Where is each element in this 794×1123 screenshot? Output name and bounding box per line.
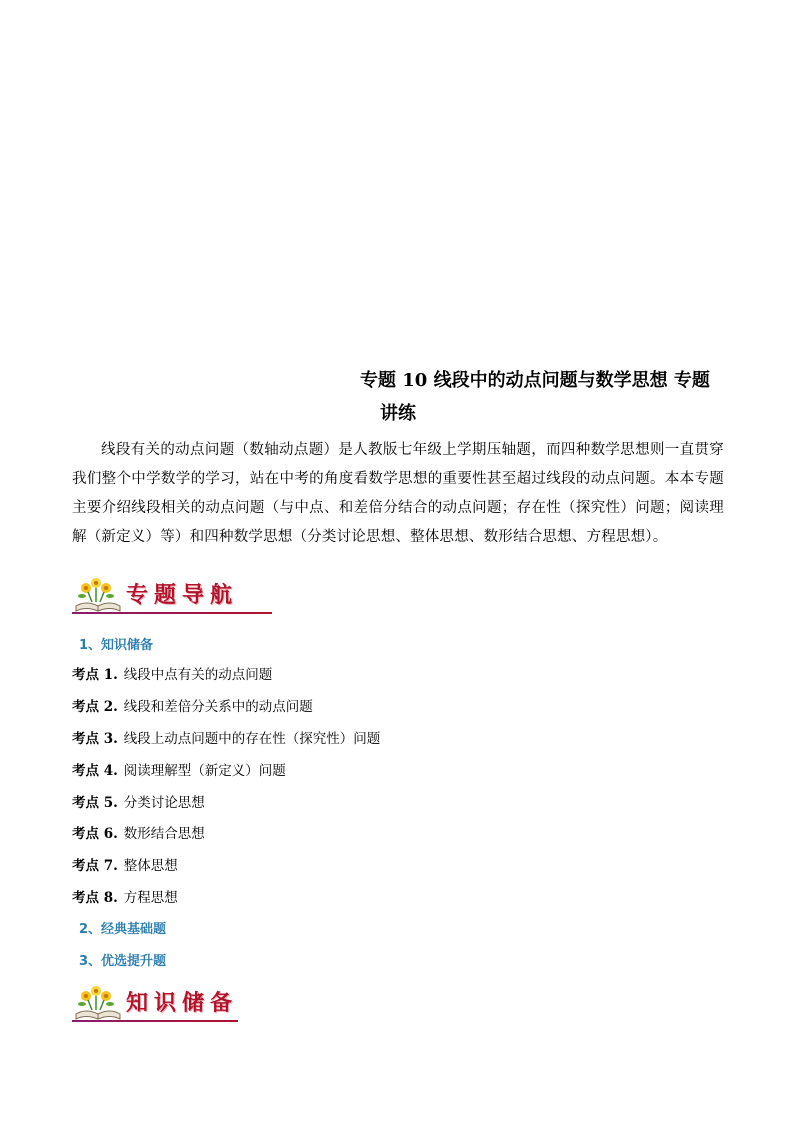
kaodian-label: 考点 3. <box>72 731 118 747</box>
knowledge-banner-title: 知识储备 <box>126 990 239 1016</box>
intro-paragraph: 线段有关的动点问题（数轴动点题）是人教版七年级上学期压轴题，而四种数学思想则一直贯穿我们整个中学数学的学习，站在中考的角度看数学思想的重要性甚至超过线段的动点问题。本本专题主要介绍线段相关的动点问题（与中点、和差倍分结合的动点问题；存在性（探究性）问题；阅读理解（新定义）等）和四种数学思想（分类讨论思想、整体思想、数形结合思想、方程思想）。 <box>72 442 724 545</box>
kaodian-text: 线段上动点问题中的存在性（探究性）问题 <box>123 731 381 747</box>
book-flowers-icon <box>72 984 124 1022</box>
document-title-line2: 讲练 <box>380 403 416 424</box>
kaodian-label: 考点 1. <box>72 667 118 683</box>
kaodian-text: 线段和差倍分关系中的动点问题 <box>123 699 313 715</box>
kaodian-text: 分类讨论思想 <box>123 795 205 811</box>
knowledge-banner <box>72 982 238 1022</box>
kaodian-item-5 <box>72 791 205 811</box>
kaodian-item-6 <box>72 822 205 842</box>
section-advanced: 3、优选提升题 <box>79 954 167 969</box>
kaodian-label: 考点 8. <box>72 890 118 906</box>
kaodian-item-7 <box>72 854 178 874</box>
kaodian-text: 方程思想 <box>123 890 178 906</box>
kaodian-text: 阅读理解型（新定义）问题 <box>123 763 286 779</box>
kaodian-item-8 <box>72 886 178 906</box>
section-basic: 2、经典基础题 <box>79 922 167 937</box>
guide-banner-title: 专题导航 <box>126 582 239 608</box>
guide-banner <box>72 574 272 614</box>
kaodian-text: 线段中点有关的动点问题 <box>123 667 273 683</box>
kaodian-label: 考点 2. <box>72 699 118 715</box>
kaodian-text: 整体思想 <box>123 858 178 874</box>
kaodian-item-4 <box>72 759 286 779</box>
kaodian-label: 考点 7. <box>72 858 118 874</box>
kaodian-label: 考点 6. <box>72 826 118 842</box>
book-flowers-icon <box>72 576 124 614</box>
kaodian-label: 考点 5. <box>72 795 118 811</box>
banner-underline <box>72 1020 238 1022</box>
kaodian-label: 考点 4. <box>72 763 118 779</box>
section-knowledge: 1、知识储备 <box>79 638 154 653</box>
kaodian-text: 数形结合思想 <box>123 826 205 842</box>
kaodian-item-1 <box>72 663 272 683</box>
banner-underline <box>72 612 272 614</box>
document-title-line1: 专题 10 线段中的动点问题与数学思想 专题 <box>360 370 710 391</box>
kaodian-item-2 <box>72 695 313 715</box>
kaodian-item-3 <box>72 727 380 747</box>
